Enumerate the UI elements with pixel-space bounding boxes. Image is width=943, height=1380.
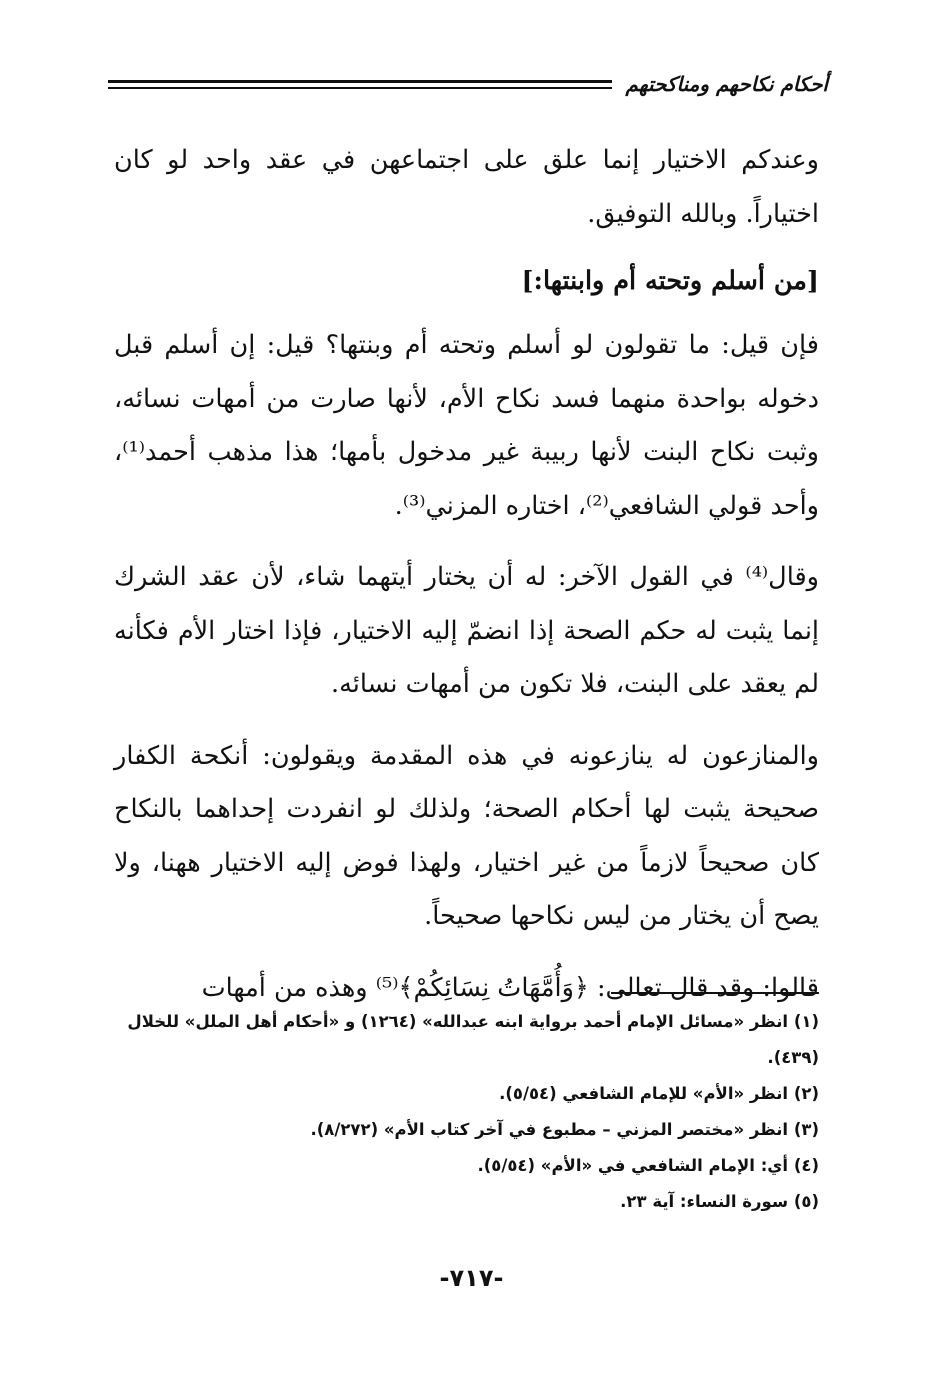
paragraph-4: والمنازعون له ينازعونه في هذه المقدمة ويقولون: أنكحة الكفار صحيحة يثبت لها أحكام الصحة؛ ولذلك لو انفردت إحداهما بالنكاح كان صحيحاً لازماً من غير اختيار، ولهذا فوض إليه الاختيار ههنا، ولا يصح أن يختار من ليس نكاحها صحيحاً. xyxy=(114,740,819,931)
footnote-4: (٤) أي: الإمام الشافعي في «الأم» (٥/٥٤). xyxy=(477,1156,819,1175)
section-heading: [من أسلم وتحته أم وابنتها:] xyxy=(521,266,819,296)
running-header xyxy=(108,66,828,102)
paragraph-1: وعندكم الاختيار إنما علق على اجتماعهن في عقد واحد لو كان اختياراً. وبالله التوفيق. xyxy=(114,145,819,229)
footnote-separator xyxy=(611,992,819,994)
footnote-1: (١) انظر «مسائل الإمام أحمد برواية ابنه عبدالله» (١٢٦٤) و «أحكام أهل الملل» للخلال (٤٣٩). xyxy=(127,1012,819,1067)
paragraph-2: فإن قيل: ما تقولون لو أسلم وتحته أم وبنتها؟ قيل: إن أسلم قبل دخوله بواحدة منهما فسد نكاح الأم، لأنها صارت من أمهات نسائه، وثبت نكاح البنت لأنها ربيبة غير مدخول بأمها؛ هذا مذهب أحمد⁽¹⁾، وأحد قولي الشافعي⁽²⁾، اختاره المزني⁽³⁾. xyxy=(114,330,819,521)
footnote-5: (٥) سورة النساء: آية ٢٣. xyxy=(620,1192,819,1211)
header-double-rule xyxy=(108,80,612,89)
paragraph-3: وقال⁽⁴⁾ في القول الآخر: له أن يختار أيتهما شاء، لأن عقد الشرك إنما يثبت له حكم الصحة إذا انضمّ إليه الاختيار، فإذا اختار الأم فكأنه لم يعقد على البنت، فلا تكون من أمهات نسائه. xyxy=(114,562,819,699)
page-number: -٧١٧- xyxy=(439,1264,504,1292)
running-header-title: أحكام نكاحهم ومناكحتهم xyxy=(625,72,828,96)
paragraph-5: قالوا: وقد قال تعالى: ﴿وَأُمَّهَاتُ نِسَائِكُمْ﴾⁽⁵⁾ وهذه من أمهات xyxy=(201,972,819,1003)
main-text xyxy=(114,134,819,1015)
footnotes xyxy=(114,1004,819,1220)
footnote-2: (٢) انظر «الأم» للإمام الشافعي (٥/٥٤). xyxy=(499,1084,819,1103)
footnote-3: (٣) انظر «مختصر المزني – مطبوع في آخر كتاب الأم» (٨/٢٧٢). xyxy=(310,1120,819,1139)
